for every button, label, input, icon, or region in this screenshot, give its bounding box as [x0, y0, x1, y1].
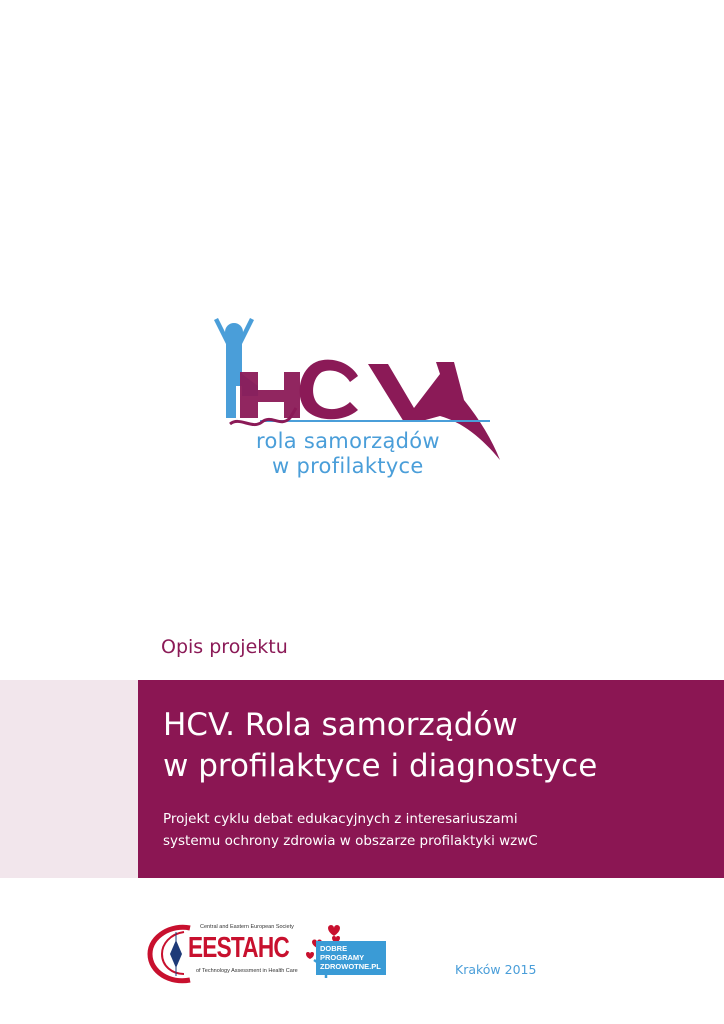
dpz-line1: DOBRE: [320, 944, 348, 953]
title-line2: w profilaktyce i diagnostyce: [163, 748, 598, 784]
document-description: [163, 808, 703, 852]
eestahc-bottom-text: of Technology Assessment in Health Care: [196, 968, 298, 974]
description-line1: Projekt cyklu debat edukacyjnych z interesariuszami: [163, 811, 518, 827]
dpz-logo-text: [320, 944, 381, 971]
band-left-strip: [0, 680, 138, 878]
logo-tagline-line1: rola samorządów: [256, 429, 440, 453]
dpz-line3: ZDROWOTNE.PL: [320, 962, 381, 971]
document-type-label: Opis projektu: [161, 636, 288, 658]
letter-c: [300, 360, 358, 420]
letter-h: [240, 372, 300, 418]
title-line1: HCV. Rola samorządów: [163, 707, 518, 743]
logo-tagline-line2: w profilaktyce: [272, 454, 424, 478]
eestahc-top-text: Central and Eastern European Society: [200, 924, 294, 930]
eestahc-name: EESTAHC: [188, 932, 289, 964]
description-line2: systemu ochrony zdrowia w obszarze profilaktyki wzwC: [163, 833, 538, 849]
document-title: [163, 705, 703, 787]
place-and-year: Kraków 2015: [455, 962, 537, 977]
dpz-line2: PROGRAMY: [320, 953, 365, 962]
